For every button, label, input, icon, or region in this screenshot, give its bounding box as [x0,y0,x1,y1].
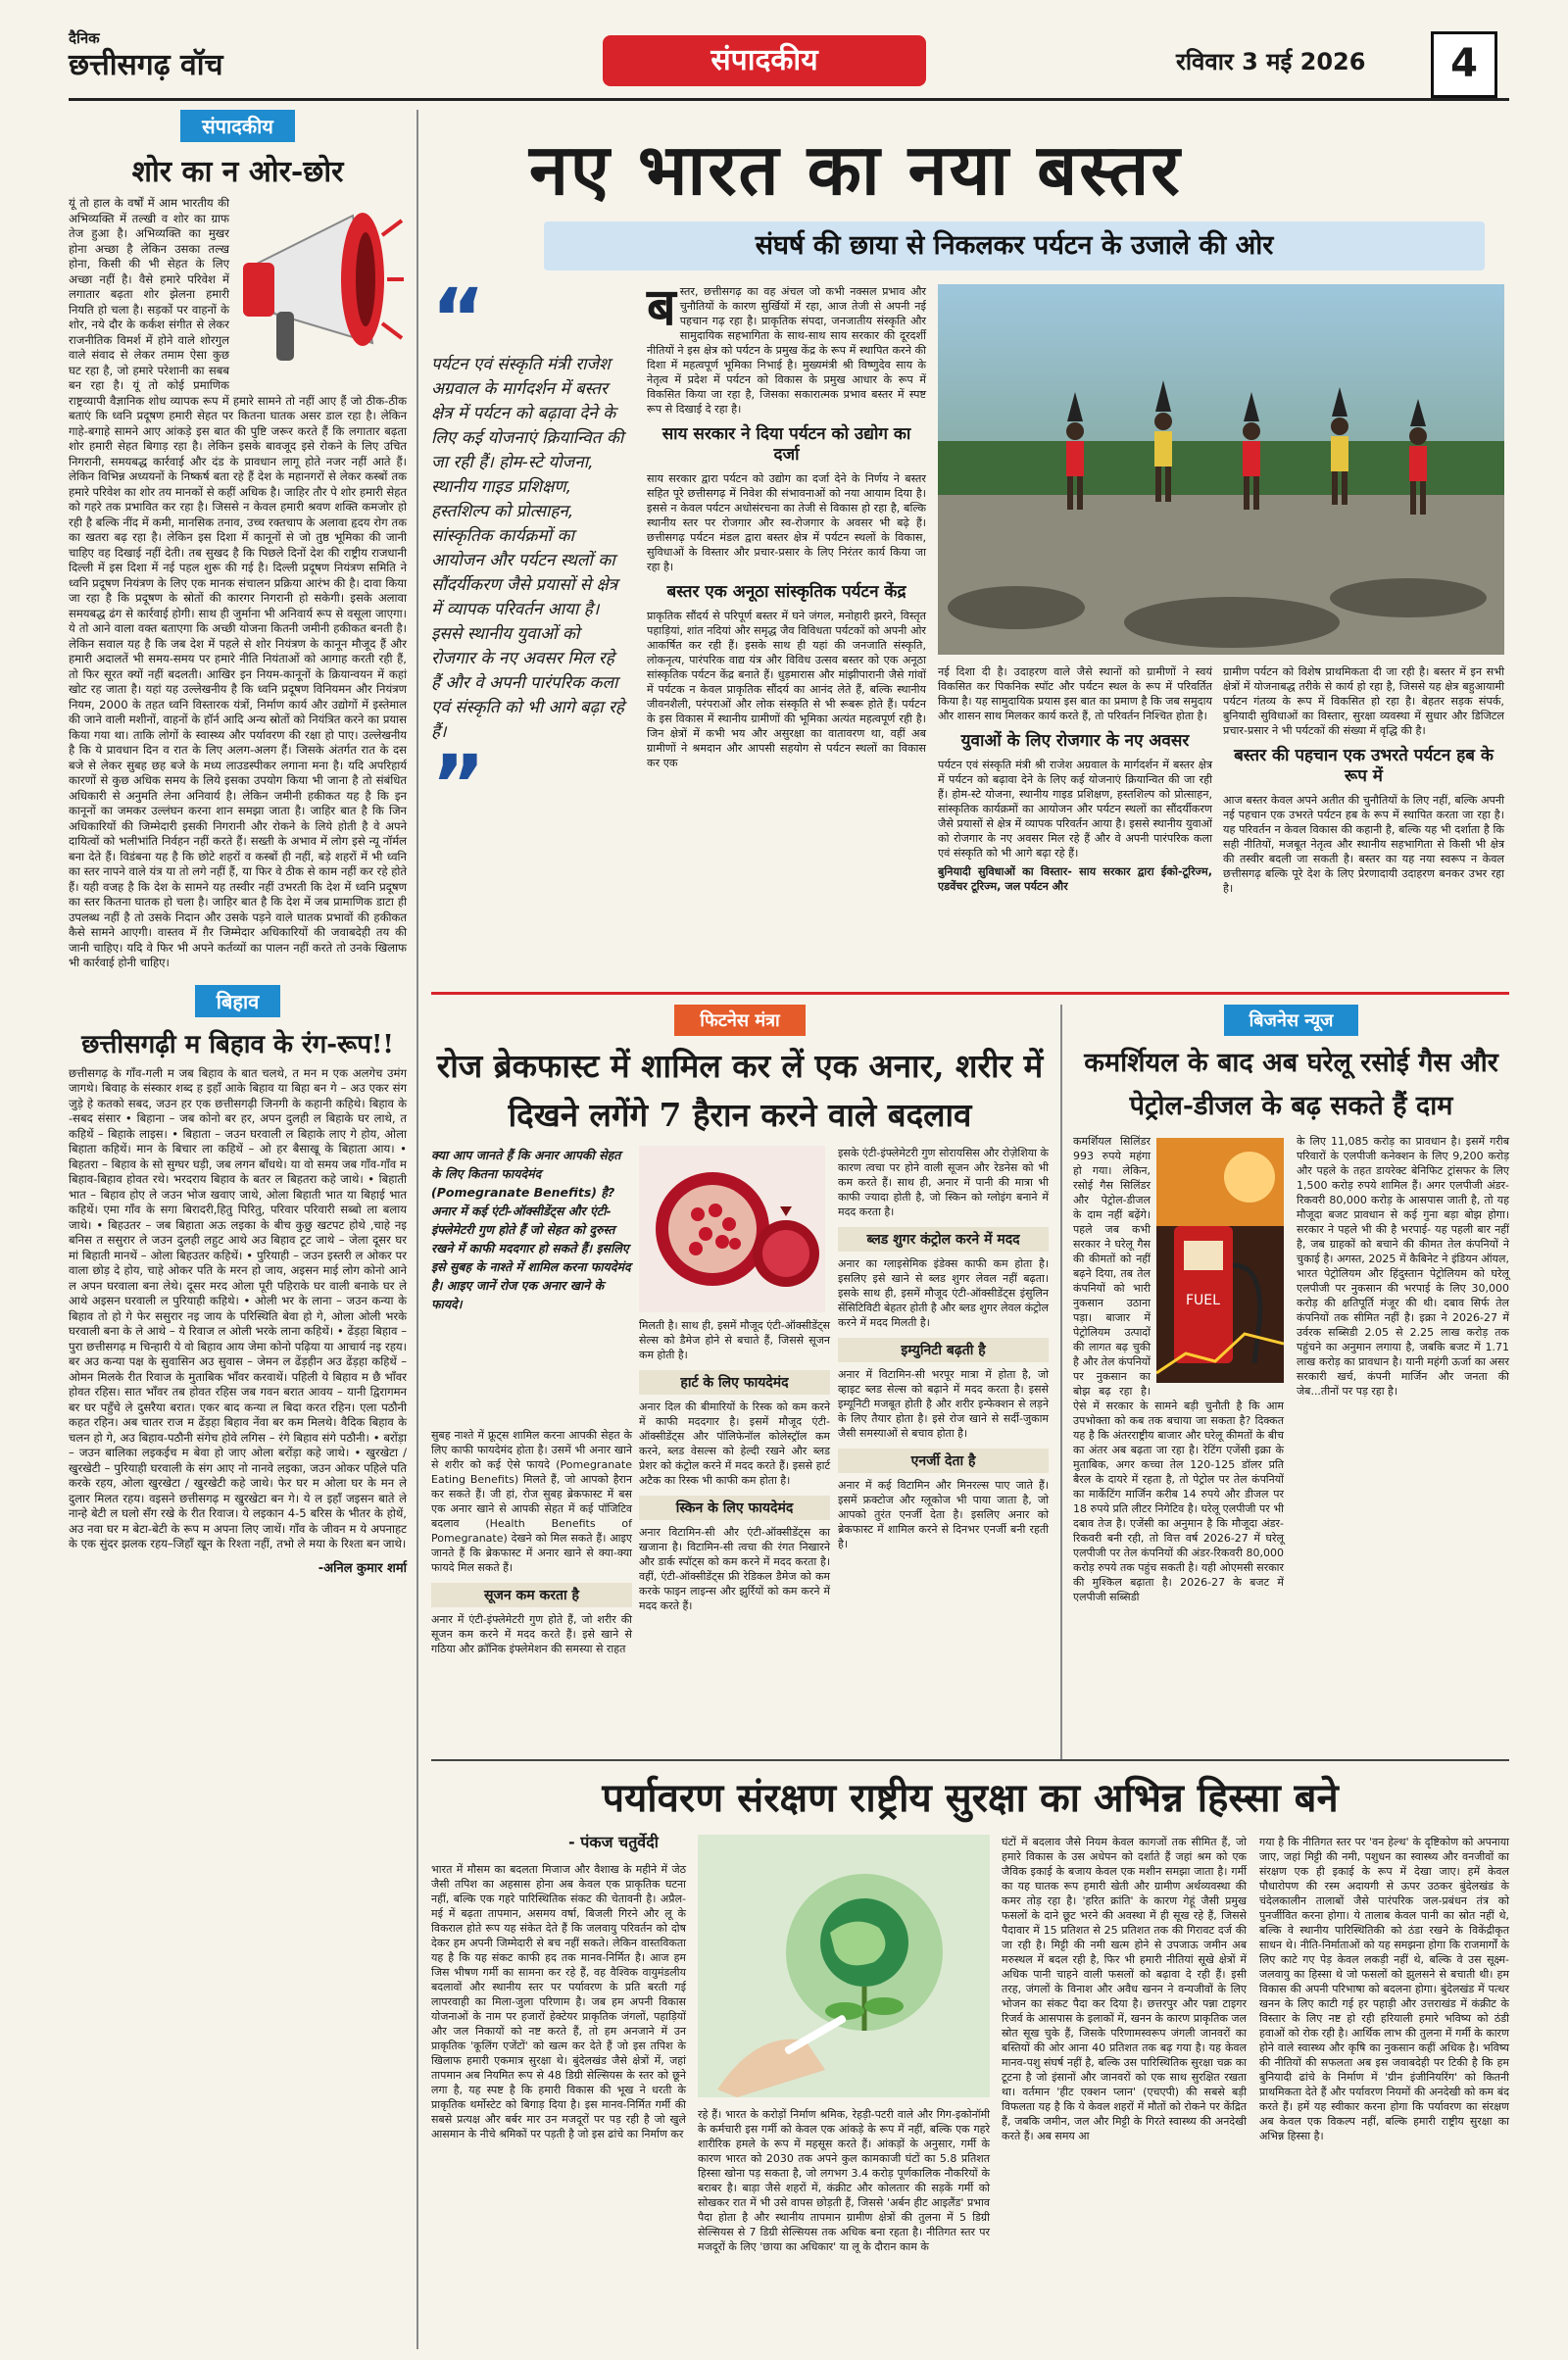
h-energy: एनर्जी देता है [838,1449,1049,1473]
h-inflammation: सूजन कम करता है [431,1583,632,1607]
fitness-col3 [838,1146,1049,1551]
pull-quote [431,270,627,951]
hub-body: आज बस्तर केवल अपने अतीत की चुनौतियों के लिए नहीं, बल्कि अपनी नई पहचान एक उभरते पर्यटन हब के रूप में स्थापित करता जा रहा है। यह परिवर्तन न केवल विकास की कहानी है, बल्कि यह भी दर्शाता है कि सही नीतियों, मजबूत नेतृत्व और स्थानीय सहभागिता से किसी भी क्षेत्र की तस्वीर बदली जा सकती है। बस्तर का यह नया स्वरूप न केवल छत्तीसगढ़ बल्कि पूरे देश के लिए प्रेरणादायी उदाहरण बनकर उभर रहा है। [1223,794,1504,895]
business-col1 [1073,1134,1284,1604]
fitness-tag: फिटनेस मंत्रा [674,1005,805,1036]
editorial-body: यूं तो हाल के वर्षों में आम भारतीय की अभिव्यक्ति में तल्खी व शोर का ग्राफ तेज हुआ है। अभिव्यक्ति का मुखर होना अच्छा है लेकिन उसका तल्ख होना, किसी की भी सेहत के लिए अच्छा नहीं है। वैसे हमारे परिवेश में लगातार बढ़ता शोर झेलना हमारी नियति हो चला है। सड़कों पर वाहनों के शोर, नये दौर के कर्कश संगीत से लेकर राजनीतिक विमर्श में होने वाले शोरगुल वाले संवाद से लेकर तमाम ऐसा कुछ घट रहा है, जो हमारे परेशानी का सबब बन रहा है। यूं तो कोई प्रमाणिक राष्ट्रव्यापी वैज्ञानिक शोध व्यापक रूप में हमारे सामने तो नहीं आए हैं जो ठीक-ठीक बताएं कि ध्वनि प्रदूषण हमारी सेहत पर कितना घातक असर डाल रहा है। लेकिन गाहे-बगाहे सामने आए आंकड़े इस बात की पुष्टि जरूर करते हैं कि लगातार बढ़ता शोर हमारी सेहत बिगाड़ रहा है। लेकिन इसके बावजूद इसे रोकने के लिए उचित निगरानी, समयबद्ध कार्रवाई और दंड के प्रावधान लागू होते नजर नहीं आते हैं। लेकिन विभिन्न अध्ययनों के निष्कर्ष बता रहे हैं देश के महानगरों से लेकर कस्बों तक हमारे परिवेश का शोर तय मानकों से कहीं अधिक है। जाहिर तौर पे शोर हमारी सेहत को गहरे तक प्रभावित कर रहा है। जिससे न केवल हमारी श्रवण शक्ति कमजोर हो रही है बल्कि नींद में कमी, मानसिक तनाव, उच्च रक्तचाप के अलावा हृदय रोग तक का खतरा बढ़ रहा है। लेकिन इस दिशा में कानूनों से जो तुष्ठ भूमिका की जानी चाहिए वह दिखाई नहीं देती। तब सुखद है कि पिछले दिनों देश की राष्ट्रीय राजधानी दिल्ली में इस दिशा में नई पहल शुरू की गई है। दिल्ली प्रदूषण नियंत्रण समिति ने ध्वनि प्रदूषण नियंत्रण के लिए एक मानक संचालन प्रक्रिया आरंभ की है। दावा किया जा रहा है कि प्रदूषण के स्रोतों की कारगर निगरानी हो सकेगी। इसके अलावा समयबद्ध ढंग से कार्रवाई होगी। साथ ही जुर्माना भी अनिवार्य रूप से वसूला जाएगा। ये तो आने वाला वक्त बताएगा कि अच्छी योजना कितनी जमीनी हकीकत बनती है। लेकिन सवाल यह है कि जब देश में पहले से शोर नियंत्रण के कानून मौजूद हैं और हमारी अदालतें भी समय-समय पर हमारे नीति नियंताओं को आगाह करती रही हैं, तो फिर सूरत क्यों नहीं बदलती। आखिर इन नियम-कानूनों के क्रियान्वयन में कहां खोट रह जाता है। यहां यह उल्लेखनीय है कि ध्वनि प्रदूषण विनियमन और नियंत्रण नियम, 2000 के तहत ध्वनि विस्तारक यंत्रों, निर्माण कार्य और उद्योगों में इस्तेमाल की जाने वाली मशीनों, वाहनों के हॉर्न आदि अन्य स्रोतों को नियंत्रित करने का प्रयास किया गया था। ताकि लोगों के स्वास्थ्य और पर्यावरण की रक्षा हो पाए। उल्लेखनीय है कि ये प्रावधान दिन व रात के लिए अलग-अलग हैं। जिसके अंतर्गत रात के दस बजे से लेकर सुबह छह बजे के मध्य लाउडस्पीकर लगाना मना है। यदि अपरिहार्य कारणों से कुछ अधिक समय के लिये इसका उपयोग किया भी जाना है तो संबंधित अधिकारी से अनुमति लेना अनिवार्य है। लेकिन जमीनी हकीकत यह है कि इन कानूनों का जमकर उल्लंघन करना शान समझा जाता है। जाहिर बात है कि जिन अधिकारियों की जिम्मेदारी इसकी निगरानी और रोकने के लिये होती है वे अपने दायित्वों को भलीभांति निर्वहन नहीं करते हैं। सख्ती के अभाव में लोग इसे न्यू नॉर्मल बना देते हैं। विडंबना यह है कि छोटे शहरों व कस्बों ही नहीं, बड़े शहरों में भी ध्वनि का स्तर नापने वाले यंत्र या तो लगे नहीं हैं, या फिर वे ठीक से काम नहीं कर रहे होते हैं। यही वजह है कि देश के सामने यह तस्वीर नहीं उभरती कि देश में ध्वनि प्रदूषण का स्तर कितना घातक हो चला है। जाहिर बात है कि देश में जब प्रामाणिक डाटा ही उपलब्ध नहीं है तो उसके निदान और उसके पड़ने वाले घातक प्रभावों की हकीकत कैसे सामने आएगी। वास्तव में ग़ैर जिम्मेदार अधिकारियों की जवाबदेही तय की जानी चाहिए। यदि वे फिर भी अपने कर्तव्यों का पालन नहीं करते तो उनके खिलाफ भी कार्रवाई होनी चाहिए। [69,196,407,969]
bastar-article-col1 [647,278,926,770]
culture-body: प्राकृतिक सौंदर्य से परिपूर्ण बस्तर में घने जंगल, मनोहारी झरने, विस्तृत पहाड़ियां, शांत नदियां और समृद्ध जैव विविधता पर्यटकों को अपनी ओर आकर्षित कर रही हैं। इसके साथ ही यहां की जनजाति संस्कृति, लोकनृत्य, पारंपरिक वाद्य यंत्र और विविध उत्सव बस्तर को एक अनूठा सांस्कृतिक पर्यटन केंद्र बनाते हैं। धुड़मारास और मांझीपारानी जैसे गांवों में पर्यटक न केवल प्राकृतिक सौंदर्य का आनंद लेते हैं, बल्कि स्थानीय जीवनशैली, परंपराओं और लोक संस्कृति से भी रूबरू होते हैं। पर्यटन के इस विकास में स्थानीय ग्रामीणों की भूमिका अत्यंत महत्वपूर्ण रही है। जिन क्षेत्रों में कभी भय और असुरक्षा का वातावरण था, वहीं अब ग्रामीणों ने श्रमदान और आपसी सहयोग से पर्यटन स्थलों का विकास कर एक [647,610,926,769]
business-col1-body: कमर्शियल सिलिंडर 993 रुपये महंगा हो गया। लेकिन, रसोई गैस सिलिंडर और पेट्रोल-डीजल के दाम नहीं बढ़ेंगे। पहले जब कभी सरकार ने घरेलू गैस की कीमतों को नहीं बढ़ने दिया, तब तेल कंपनियों को भारी नुकसान उठाना पड़ा। बाजार में पेट्रोलियम उत्पादों की लागत बढ़ चुकी है और तेल कंपनियों पर नुकसान का बोझ बढ़ रहा है। ऐसे में सरकार के सामने बड़ी चुनौती है कि आम उपभोक्ता को कब तक बचाया जा सकता है? दिक्कत यह है कि अंतरराष्ट्रीय बाजार और घरेलू कीमतों के बीच का अंतर अब बढ़ता जा रहा है। रेटिंग एजेंसी इक्रा के मुताबिक, अगर कच्चा तेल 120-125 डॉलर प्रति बैरल के दायरे में रहता है, तो पेट्रोल पर तेल कंपनियों का मार्केटिंग मार्जिन करीब 14 रुपये और डीजल पर 18 रुपये प्रति लीटर निगेटिव है। घरेलू एलपीजी पर भी दबाव तेज है। एजेंसी का अनुमान है कि मौजूदा अंडर-रिकवरी बनी रही, तो वित्त वर्ष 2026-27 में घरेलू एलपीजी पर तेल कंपनियों की अंडर-रिकवरी 80,000 करोड़ रुपये तक पहुंच सकती है। यही ओएमसी सरकार की मुश्किल बढ़ाता है। 2026-27 के बजट में एलपीजी सब्सिडी [1073,1135,1284,1603]
skin-body: अनार विटामिन-सी और एंटी-ऑक्सीडेंट्स का खजाना है। विटामिन-सी त्वचा की रंगत निखारने और डार्क स्पॉट्स को कम करने में मदद करता है। वहीं, एंटी-ऑक्सीडेंट्स फ्री रेडिकल डैमेज को कम करके फाइन लाइन्स और झुर्रियों को कम करने में मदद करते हैं। [639,1526,830,1612]
quote-text: पर्यटन एवं संस्कृति मंत्री राजेश अग्रवाल के मार्गदर्शन में बस्तर क्षेत्र में पर्यटन को बढ़ावा देने के लिए कई योजनाएं क्रियान्वित की जा रही हैं। होम-स्टे योजना, स्थानीय गाइड प्रशिक्षण, हस्तशिल्प को प्रोत्साहन, सांस्कृतिक कार्यक्रमों का आयोजन और पर्यटन स्थलों का सौंदर्यीकरण जैसे प्रयासों से क्षेत्र में व्यापक परिवर्तन आया है। इससे स्थानीय युवाओं को रोजगार के नए अवसर मिल रहे हैं और वे अपनी पारंपरिक कला एवं संस्कृति को भी आगे बढ़ा रहे हैं। [431,355,624,742]
masthead [69,29,1509,98]
fitness-col1 [431,1428,632,1656]
section-divider-red [431,992,1509,995]
fitness-headline[interactable]: रोज ब्रेकफास्ट में शामिल कर लें एक अनार, शरीर में दिखने लगेंगे 7 हैरान करने वाले बदलाव [436,1047,1044,1134]
business-col2 [1297,1134,1509,1399]
energy-body: अनार में कई विटामिन और मिनरल्स पाए जाते हैं। इसमें फ्रक्टोज और ग्लूकोज भी पाया जाता है, जो आपको तुरंत एनर्जी देता है। इसलिए अनार को ब्रेकफास्ट में शामिल करने से दिनभर एनर्जी बनी रहती है। [838,1479,1049,1550]
masthead-divider [69,98,1509,101]
column-divider-2 [1060,1005,1062,1759]
environment-col4-body: गया है कि नीतिगत स्तर पर 'वन हेल्थ' के दृष्टिकोण को अपनाया जाए, जहां मिट्टी की नमी, पशुधन का स्वास्थ्य और वनजीवों का संरक्षण एक ही इकाई के रूप में देखा जाए। हमें केवल पौधारोपण की रस्म अदायगी से ऊपर उठकर बुंदेलखंड के चंदेलकालीन तालाबों जैसे पारंपरिक जल-प्रबंधन तंत्र को पुनर्जीवित करना होगा। ये तालाब केवल पानी का स्रोत नहीं थे, बल्कि वे स्थानीय पारिस्थितिकी को ठंडा रखने के विकेंद्रीकृत साधन थे। नीति-निर्माताओं को यह समझना होगा कि राजमार्गों के लिए काटे गए पेड़ केवल लकड़ी नहीं थे, बल्कि वे उस सूक्ष्म-जलवायु का हिस्सा थे जो फसलों को झुलसने से बचाती थी। हम विकास की अपनी परिभाषा को बदलना होगा। बुंदेलखंड में पत्थर खनन के लिए काटी गई हर पहाड़ी और उत्तराखंड में कंक्रीट के विस्तार के लिए नष्ट हो रही हरियाली हमारे भविष्य को ठंडी हवाओं को रोक रही है। आर्थिक लाभ की तुलना में गर्मी के कारण होने वाले स्वास्थ्य और कृषि का नुकसान कहीं अधिक है। भविष्य की नीतियों की सफलता अब इस जवाबदेही पर टिकी है कि हम बुनियादी ढांचे के निर्माण में 'ग्रीन इंजीनियरिंग' को कितनी प्राथमिकता देते हैं और पर्यावरण नियमों की अनदेखी को कम बंद करते हैं। हमें यह स्वीकार करना होगा कि पर्यावरण का संरक्षण अब केवल एक विकल्प नहीं, बल्कि हमारी राष्ट्रीय सुरक्षा का अभिन्न हिस्सा है। [1259,1836,1509,2142]
inflammation-body: अनार में एंटी-इंफ्लेमेटरी गुण होते हैं, जो शरीर की सूजन कम करने में मदद करते हैं। इसे खाने से गठिया और क्रॉनिक इंफ्लेमेशन की समस्या से राहत [431,1613,632,1655]
environment-col4 [1259,1835,1509,2143]
fitness-section [431,1005,1049,1773]
environment-col3 [1002,1835,1247,2143]
bihav-body: छत्तीसगढ़ के गाँव-गली म जब बिहाव के बात चलथे, त मन म एक अलगेच उमंग जागथे। बिवाह के संस्कार शब्द ह इहाँ आके बिहाव या बिहा बन गे – अउ एकर संग जुड़े हे कतको सबद, जउन हर एक छत्तीसगढ़ी जिनगी के कहानी कहिथे। बिहाव के -सबद संसार • बिहाना – जब कोनो बर हर, अपन दुलही ल बिहाके घर लाथे, त कहिथें – बिहाके लाइस। • बिहाता – जउन घरवाली ल बिहाके लाए गे होय, ओला बिहाता कहिथें। मान के बिचार ला कहिथें – ओ हर बैसाखू के बिहाता आय। • बिहतरा – बिहाव के सो सुग्घर घड़ी, जब लगन बाँधथे। या वो समय जब गाँव-गाँव म बिहाव-बिहाव होवत रथे। भरदराय बिहाव के बतर ल बिहतरा कहे जाथे। • बिहाती भात – बिहाव होए ले जउन भोज खवाए जाथे, ओला बिहाती भात या बिहाई भात कहिथें। एमा गाँव के सगा बिरादरी,हितु पिरितु, परिवार परिवारी सब्बो ला बलाय जाथे। • बिहउतर – जब बिहाता अऊ लइका के बीच कुछु खटपट होथे ,चाहे नइ बनिस त ससुरार ले जउन दुलही लहुट आथे अउ बिहाव टूट जाथे – जेला दूसर घर मां बिहाती मानथें – ओला बिहउतर कहिथें। • पुरियाही – जउन इस्तरी ल ओकर पर वाला छोड़ दे होय, चाहे ओकर पति के मरन हो जाय, अइसन माई लोग कोनो आने ल अपन घरवाला बना लेथे। दूसर मरद ओला पूरी पहिराके घर वाली बनाके घर ले आथे अइसन घरवाली ल पुरियाही कहिथे। • ओली भर के लाना – जउन कन्या के बिहाव तो हो गे फेर ससुरार नइ जाय के परिस्थिति बेवा हो गे, ओला ओली भरके घरवाली बना के ले आथे – ये रिवाज ल ओली भरके लाना कहिथें। • ढेंड़हा बिहाव – पुरा छत्तीसगढ़ म चिन्हारी ये वो बिहाव आय जेमा कोनो पढ़िया या आचार्य नइ रहय। बर अउ कन्या पक्ष के सुवासिन अउ सुवास – जेमन ल ढेंड़हीन अउ ढेंड़हा कहिथें – ओमन मिलके रीत रिवाज के मुताबिक भाँवर करवाथें। पहिली ये बिहाव म छै भाँवर होवत रहिस। सात भाँवर तब होवत रहिस जब गवन बरात आवय – यानी द्विरागमन बर घर पहुँचे ले दुसरैया बरात। एकर बाद कन्या ल बिदा करत रहिन। एला पठौनी कहत रहिन। अब चातर राज म ढेंड़हा बिहाव नेंवा बर कम मिलथे। वैदिक बिहाव के चलन हो गे, अउ बिहाव-पठौनी संगेच होवे लगिस – रंगे बिहाव संगे पठौनी। • बरोंड़ा – जउन बालिका लइकईच म बेवा हो जाए ओला बरोंड़ा कहे जाथे। • खुरखेटा / खुरखेटी – पुरियाही घरवाली के संग आए नो नानवे लइका, जउन ओकर पहिले पति करके रहय, ओला खुरखेटा / खुरखेटी कहे जाथे। फेर घर म ओला घर के मन ले दुलार मिलत रहय। वइसने छत्तीसगढ़ म खुरखेटा बन गे। ये ल इहाँ जइसन बाते ले नान्हे बेटी ल घलो सँग रखे के रीत रिवाज। ये लइकान 4-5 बरिस के भीतर के होथें, अउ नवा घर म बेटा-बेटी के रूप म अपना लिए जाथें। गाँव के जीवन म ये अपनाहट के एक सुंदर झलक रहय–जिहाँ खून के रिश्ता नहीं, तभो ले मया के रिश्ता बन जाथे। [69,1065,407,1550]
sugar-body: अनार का ग्लाइसेमिक इंडेक्स काफी कम होता है। इसलिए इसे खाने से ब्लड शुगर लेवल नहीं बढ़ता। इसके साथ ही, इसमें मौजूद एंटी-ऑक्सीडेंट्स इंसुलिन सेंसिटिविटी बेहतर होती है और ब्लड शुगर लेवल कंट्रोल करने में मदद मिलती है। [838,1257,1049,1329]
fitness-col2 [639,1318,830,1613]
editorial-title: शोर का न ओर-छोर [131,155,344,189]
h-heart: हार्ट के लिए फायदेमंद [639,1370,830,1395]
logo-tagline: दैनिक [69,29,100,47]
dropcap: ब [647,278,676,337]
newspaper-logo[interactable] [69,29,294,92]
bastar-article-col2 [938,664,1212,894]
bihav-title: छत्तीसगढ़ी म बिहाव के रंग-रूप!! [81,1029,394,1059]
page-number: 4 [1431,31,1497,98]
tribal-dance-photo [938,284,1504,655]
fitness-intro: क्या आप जानते हैं कि अनार आपकी सेहत के लिए कितना फायदेमंद (Pomegranate Benefits) है? अनार में कई एंटी-ऑक्सीडेंट्स और एंटी-इंफ्लेमेटरी गुण होते हैं जो सेहत को दुरुस्त रखने में काफी मददगार हो सकते हैं। इसलिए इसे सुबह के नाश्ते में शामिल करना फायदेमंद है। आइए जानें रोज एक अनार खाने के फायदे। [431,1148,631,1311]
editorial-tag: संपादकीय [180,110,295,142]
quote-close-icon: ” [431,737,486,833]
h-sugar: ब्लड शुगर कंट्रोल करने में मदद [838,1227,1049,1252]
main-headline[interactable]: नए भारत का नया बस्तर [529,127,1182,211]
environment-headline[interactable]: पर्यावरण संरक्षण राष्ट्रीय सुरक्षा का अभिन्न हिस्सा बने [602,1775,1339,1821]
section-tab: संपादकीय [603,35,926,86]
quote-open-icon: “ [431,270,486,367]
environment-col1-body: भारत में मौसम का बदलता मिजाज और वैशाख के महीने में जेठ जैसी तपिश का अहसास होना अब केवल एक प्राकृतिक घटना नहीं, बल्कि एक गहरे पारिस्थितिक संकट की चेतावनी है। अप्रैल-मई में बढ़ता तापमान, असमय वर्षा, बिजली गिरने और लू के विकराल होते रूप यह संकेत देते हैं कि जलवायु परिवर्तन को दोष देकर हम अपनी जिम्मेदारी से बच नहीं सकते। लेकिन वास्तविकता यह है कि यह संकट काफी हद तक मानव-निर्मित है। आज हम जिस भीषण गर्मी का सामना कर रहे हैं, वह वैश्विक वायुमंडलीय बदलावों और स्थानीय स्तर पर पर्यावरण के प्रति बरती गई लापरवाही का मिला-जुला परिणाम है। जब हम अपनी विकास योजनाओं के नाम पर हजारों हेक्टेयर प्राकृतिक जंगलों, पहाड़ियों और जल निकायों को नष्ट करते हैं, तो हम अनजाने में उन प्राकृतिक 'कूलिंग एजेंटों' को खत्म कर देते हैं जो इस तपिश के खिलाफ हमारी एकमात्र सुरक्षा थे। बुंदेलखंड जैसे क्षेत्रों में, जहां तापमान अब नियमित रूप से 48 डिग्री सेल्सियस के स्तर को छूने लगा है, यह स्पष्ट है कि हमारी विकास की भूख ने धरती के प्राकृतिक थर्मोस्टेट को बिगाड़ दिया है। इस मानव-निर्मित गर्मी की सबसे प्रत्यक्ष और बर्बर मार उन मजदूरों पर पड़ रही है जो खुले आसमान के नीचे श्रमिकों पर पड़ती है जो इस ढांचे का निर्माण कर [431,1863,686,2140]
environment-byline: - पंकज चतुर्वेदी [568,1833,659,1851]
business-tag: बिजनेस न्यूज [1224,1005,1359,1036]
h-skin: स्किन के लिए फायदेमंद [639,1496,830,1520]
megaphone-image [235,196,407,387]
fitness-col2-body: मिलती है। साथ ही, इसमें मौजूद एंटी-ऑक्सीडेंट्स सेल्स को डैमेज होने से बचाते हैं, जिससे सूजन कम होती है। [639,1319,830,1361]
col-a-body: नई दिशा दी है। उदाहरण वाले जैसे स्थानों को ग्रामीणों ने स्वयं विकसित कर पिकनिक स्पॉट और पर्यटन स्थल के रूप में परिवर्तित किया है। यह सामुदायिक प्रयास इस बात का प्रमाण है कि जब समुदाय और शासन साथ मिलकर कार्य करते हैं, तो परिवर्तन निश्चित होता है। [938,665,1212,722]
logo-title: छत्तीसगढ़ वॉच [69,48,223,82]
pomegranate-photo [639,1146,825,1312]
subhead-youth: युवाओं के लिए रोजगार के नए अवसर [960,731,1190,751]
environment-col3-body: घंटों में बदलाव जैसे नियम केवल कागजों तक सीमित हैं, जो हमारे विकास के उस अधेपन को दर्शाते हैं जहां श्रम को एक जैविक इकाई के बजाय केवल एक मशीन समझा जाता है। गर्मी का यह घातक रूप हमारी खेती और ग्रामीण अर्थव्यवस्था की कमर तोड़ रहा है। 'हरित क्रांति' के कारण गेहूं जैसी प्रमुख फसलों के दाने छूट भरने की अवस्था में ही सूख रहे हैं, जिससे पैदावार में 15 प्रतिशत से 25 प्रतिशत तक की गिरावट दर्ज की जा रही है। मिट्टी की नमी खत्म होने से उपजाऊ जमीन अब मरुस्थल में बदल रही है, फिर भी हमारी नीतियां सूखे क्षेत्रों में अधिक पानी चाहने वाली फसलों को बढ़ावा दे रही हैं। इसी तरह, जंगलों के विनाश और अवैध खनन ने वन्यजीवों के लिए भोजन का संकट पैदा कर दिया है। छत्तरपुर और पन्ना टाइगर रिजर्व के आसपास के इलाकों में, खनन के कारण प्राकृतिक जल स्रोत सूख चुके हैं, जिसके परिणामस्वरूप जंगली जानवरों का बस्तियों की ओर आना 40 प्रतिशत तक बढ़ गया है। यह केवल मानव-पशु संघर्ष नहीं है, बल्कि उस पारिस्थितिक सुरक्षा चक्र का टूटना है जो इंसानों और जानवरों को एक साथ सुरक्षित रखता था। वर्तमान 'हीट एक्शन प्लान' (एचएपी) की सबसे बड़ी विफलता यह है कि ये केवल शहरों में मौतों को रोकने पर केंद्रित हैं, जबकि जमीन, जल और मिट्टी के गिरते स्वास्थ्य की अनदेखी करते हैं। अब समय आ [1002,1836,1247,2142]
bihav-author: -अनिल कुमार शर्मा [318,1560,407,1576]
bihav-tag: बिहाव [195,985,281,1017]
environment-col2-body: रहे हैं। भारत के करोड़ों निर्माण श्रमिक, रेहड़ी-पटरी वाले और गिग-इकोनॉमी के कर्मचारी इस गर्मी को केवल एक आंकड़े के रूप में नहीं, बल्कि एक गहरे शारीरिक हमले के रूप में महसूस करते हैं। आंकड़ों के अनुसार, गर्मी के कारण भारत को 2030 तक अपने कुल कामकाजी घंटों का 5.8 प्रतिशत हिस्सा खोना पड़ सकता है, जो लगभग 3.4 करोड़ पूर्णकालिक नौकरियों के बराबर है। बाड़ा जैसे शहरों में, कंक्रीट और कोलतार की सड़कें गर्मी को सोखकर रात में भी उसे वापस छोड़ती हैं, जिससे 'अर्बन हीट आइलैंड' प्रभाव पैदा होता है और स्थानीय तापमान ग्रामीण क्षेत्रों की तुलना में 5 डिग्री सेल्सियस से 7 डिग्री सेल्सियस तक अधिक बना रहता है। नीतिगत स्तर पर मजदूरों के लिए 'छाया का अधिकार' या लू के दौरान काम के [698,2108,990,2253]
fitness-col1-body: सुबह नाश्ते में फ्रूट्स शामिल करना आपकी सेहत के लिए काफी फायदेमंद होता है। उसमें भी अनार खाने से शरीर को कई ऐसे फायदे (Pomegranate Eating Benefits) मिलते हैं, जो आपको हैरान कर सकते हैं। जी हां, रोज सुबह ब्रेकफास्ट में बस एक अनार खाने से आपकी सेहत में कई पॉजिटिव बदलाव (Health Benefits of Pomegranate) देखने को मिल सकते हैं। आइए जानते हैं कि ब्रेकफास्ट में अनार खाने से क्या-क्या फायदे मिल सकते हैं। [431,1429,632,1574]
business-col2-body: के लिए 11,085 करोड़ का प्रावधान है। इसमें गरीब परिवारों के एलपीजी कनेक्शन के लिए 9,200 करोड़ और पहले के तहत डायरेक्ट बेनिफिट ट्रांसफर के लिए 1,500 करोड़ रुपये शामिल हैं। अगर एलपीजी अंडर-रिकवरी 80,000 करोड़ के आसपास जाती है, तो यह मौजूदा बजट प्रावधान से कई गुना बड़ा बोझ होगा। सरकार ने पहले भी की है भरपाई- यह पहली बार नहीं है, जब ग्राहकों को बचाने की कीमत तेल कंपनियों ने चुकाई है। अगस्त, 2025 में कैबिनेट ने इंडियन ऑयल, भारत पेट्रोलियम और हिंदुस्तान पेट्रोलियम को घरेलू एलपीजी पर नुकसान की भरपाई के लिए 30,000 करोड़ की क्षतिपूर्ति मंजूर की थी। दबाव सिर्फ तेल कंपनियों तक सीमित नहीं है। इक्रा ने 2026-27 में उर्वरक सब्सिडी 2.05 से 2.25 लाख करोड़ तक पहुंचने का अनुमान लगाया है, जबकि बजट में 1.71 लाख करोड़ का प्रावधान है। यानी महंगी ऊर्जा का असर सरकारी खर्च, कंपनी मार्जिन और जनता की जेब...तीनों पर पड़ रहा है। [1297,1135,1509,1398]
section-divider-bottom [431,1759,1509,1761]
youth-body: पर्यटन एवं संस्कृति मंत्री श्री राजेश अग्रवाल के मार्गदर्शन में बस्तर क्षेत्र में पर्यटन को बढ़ावा देने के लिए कई योजनाएं क्रियान्वित की जा रही हैं। होम-स्टे योजना, स्थानीय गाइड प्रशिक्षण, हस्तशिल्प को प्रोत्साहन, सांस्कृतिक कार्यक्रमों का आयोजन और पर्यटन स्थलों का सौंदर्यीकरण जैसे प्रयासों से क्षेत्र में व्यापक परिवर्तन आया है। इससे स्थानीय युवाओं को रोजगार के नए अवसर मिल रहे हैं और वे अपनी पारंपरिक कला एवं संस्कृति को भी आगे बढ़ा रहे हैं। [938,759,1212,860]
subhead-hub: बस्तर की पहचान एक उभरते पर्यटन हब के रूप में [1234,746,1494,786]
fitness-col3-body: इसके एंटी-इंफ्लेमेटरी गुण सोरायसिस और रोज़ेशिया के कारण त्वचा पर होने वाली सूजन और रेडनेस को भी कम करते हैं। साथ ही, अनार में पानी की मात्रा भी काफी ज्यादा होती है, जो स्किन को ग्लोइंग बनाने में मदद करता है। [838,1147,1049,1218]
environment-col1 [431,1862,686,2141]
business-headline[interactable]: कमर्शियल के बाद अब घरेलू रसोई गैस और पेट्रोल-डीजल के बढ़ सकते हैं दाम [1084,1048,1498,1121]
issue-date: रविवार 3 मई 2026 [1176,48,1366,75]
fuel-pump-photo [1156,1138,1284,1383]
subhead-industry: साय सरकार ने दिया पर्यटन को उद्योग का दर्जा [662,424,911,465]
industry-body: साय सरकार द्वारा पर्यटन को उद्योग का दर्जा देने के निर्णय ने बस्तर सहित पूरे छत्तीसगढ़ में निवेश की संभावनाओं को नया आयाम दिया है। इससे न केवल पर्यटन अधोसंरचना का तेजी से विकास हो रहा है, बल्कि स्थानीय स्तर पर रोजगार और स्व-रोजगार के अवसर भी बढ़े हैं। छत्तीसगढ़ पर्यटन मंडल द्वारा बस्तर क्षेत्र में पर्यटन स्थलों के विकास, सुविधाओं के विस्तार और प्रचार-प्रसार के लिए निरंतर कार्य किया जा रहा है। [647,472,926,573]
left-column [69,110,407,1576]
subhead-culture: बस्तर एक अनूठा सांस्कृतिक पर्यटन केंद्र [666,582,906,602]
globe-plant-photo [698,1835,990,2097]
infrastructure-lead: बुनियादी सुविधाओं का विस्तार- साय सरकार द्वारा ईको-टूरिज्म, एडवेंचर टूरिज्म, जल पर्यटन और [938,865,1212,893]
column-divider [416,110,418,2349]
immunity-body: अनार में विटामिन-सी भरपूर मात्रा में होता है, जो व्हाइट ब्लड सेल्स को बढ़ाने में मदद करता है। इससे इम्यूनिटी मजबूत होती है और शरीर इन्फेक्शन से लड़ने के लिए तैयार होता है। इसे रोज खाने से सर्दी-जुकाम जैसी समस्याओं से बचाव होता है। [838,1368,1049,1440]
business-section [1073,1005,1509,1781]
heart-body: अनार दिल की बीमारियों के रिस्क को कम करने में काफी मददगार है। इसमें मौजूद एंटी-ऑक्सीडेंट्स और पॉलिफेनॉल कोलेस्ट्रॉल कम करने, ब्लड वेसल्स को हेल्दी रखने और ब्लड प्रेशर को कंट्रोल करने में मदद करते हैं। इससे हार्ट अटैक का रिस्क भी काफी कम होता है। [639,1401,830,1487]
col-b-body: ग्रामीण पर्यटन को विशेष प्राथमिकता दी जा रही है। बस्तर में इन सभी क्षेत्रों में योजनाबद्ध तरीके से कार्य हो रहा है, जिससे यह क्षेत्र बहुआयामी पर्यटन गंतव्य के रूप में विकसित हो रहा है। बेहतर सड़क संपर्क, बुनियादी सुविधाओं का विस्तार, सुरक्षा व्यवस्था में सुधार और डिजिटल प्रचार-प्रसार ने भी पर्यटकों की संख्या में वृद्धि की है। [1223,665,1504,737]
environment-col2 [698,2107,990,2254]
bastar-intro: स्तर, छत्तीसगढ़ का वह अंचल जो कभी नक्सल प्रभाव और चुनौतियों के कारण सुर्खियों में रहा, आज तेजी से अपनी नई पहचान गढ़ रहा है। प्राकृतिक संपदा, जनजातीय संस्कृति और सामुदायिक सहभागिता के साथ-साथ साय सरकार की दूरदर्शी नीतियों ने इस क्षेत्र को पर्यटन के प्रमुख केंद्र के रूप में स्थापित करने की दिशा में महत्वपूर्ण भूमिका निभाई है। मुख्यमंत्री श्री विष्णुदेव साय के नेतृत्व में प्रदेश में पर्यटन को विकास के प्रमुख आधार के रूप में विकसित किया जा रहा है, जिसका सकारात्मक प्रभाव बस्तर में स्पष्ट रूप से दिखाई दे रहा है। [647,285,926,416]
h-immunity: इम्युनिटी बढ़ती है [838,1338,1049,1362]
main-subhead: संघर्ष की छाया से निकलकर पर्यटन के उजाले की ओर [544,221,1485,270]
svg-text:FUEL: FUEL [1186,1293,1220,1308]
bastar-article-col3 [1223,664,1504,896]
